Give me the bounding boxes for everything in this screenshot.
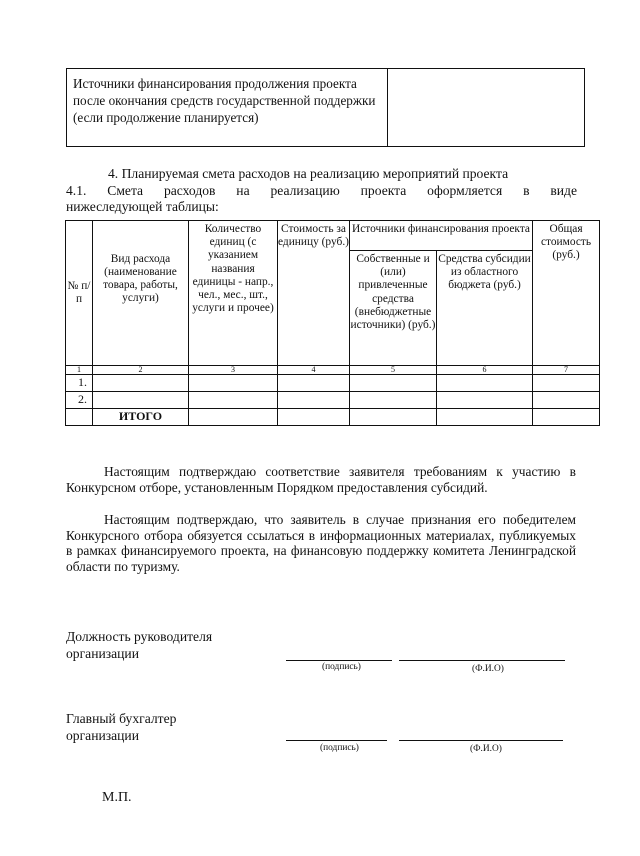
header-own-funds: Собственные и (или) привлеченные средства (внебюджетные источники) (руб.)	[350, 251, 437, 366]
total-cell[interactable]	[437, 409, 533, 426]
head-sign-caption: (подпись)	[322, 662, 361, 672]
accountant-name-caption: (Ф.И.О)	[470, 744, 502, 754]
section-title: 4. Планируемая смета расходов на реализацию мероприятий проекта	[108, 166, 509, 181]
cell-quantity[interactable]	[189, 392, 278, 409]
column-number: 2	[93, 366, 189, 375]
cell-total[interactable]	[533, 392, 600, 409]
budget-table	[65, 220, 600, 426]
column-number: 3	[189, 366, 278, 375]
cell-expense-type[interactable]	[93, 392, 189, 409]
cell-subsidy[interactable]	[437, 375, 533, 392]
cell-total[interactable]	[533, 375, 600, 392]
confirm-text-1: Настоящим подтверждаю соответствие заявителя требованиям к участию в Конкурсном отборе, установленным Порядком предоставления субсидий.	[66, 464, 576, 495]
section-paragraph-line1: 4.1. Смета расходов на реализацию проекта оформляется в виде	[66, 183, 577, 198]
header-quantity: Количество единиц (с указанием названия единицы - напр., чел., мес., шт., услуги и прочее)	[189, 221, 278, 366]
cell-expense-type[interactable]	[93, 375, 189, 392]
section-paragraph-line2: нижеследующей таблицы:	[66, 199, 219, 214]
total-cell[interactable]	[189, 409, 278, 426]
head-name-line[interactable]	[399, 660, 565, 661]
header-total-cost: Общая стоимость (руб.)	[533, 221, 600, 366]
cell-own-funds[interactable]	[350, 375, 437, 392]
accountant-label: Главный бухгалтер организации	[66, 711, 177, 743]
accountant-name-line[interactable]	[399, 740, 563, 741]
column-number: 5	[350, 366, 437, 375]
accountant-signature-line[interactable]	[286, 740, 387, 741]
funding-sources-table	[66, 68, 585, 147]
funding-sources-label: Источники финансирования продолжения проекта после окончания средств государственной поддержки (если продолжение планируется)	[73, 76, 376, 125]
header-expense-type: Вид расхода (наименование товара, работы, услуги)	[93, 221, 189, 366]
column-number: 7	[533, 366, 600, 375]
column-number: 6	[437, 366, 533, 375]
head-signature-line[interactable]	[286, 660, 392, 661]
table-row	[66, 375, 600, 392]
head-position-label: Должность руководителя организации	[66, 629, 213, 661]
header-subsidy: Средства субсидии из областного бюджета (руб.)	[437, 251, 533, 366]
header-unit-cost: Стоимость за единицу (руб.)	[278, 221, 350, 366]
total-num-cell	[66, 409, 93, 426]
cell-own-funds[interactable]	[350, 392, 437, 409]
confirm-paragraph-1	[66, 464, 576, 495]
cell-quantity[interactable]	[189, 375, 278, 392]
total-row	[66, 409, 600, 426]
total-cell[interactable]	[350, 409, 437, 426]
column-number: 4	[278, 366, 350, 375]
total-label: ИТОГО	[93, 409, 189, 426]
column-numbers-row	[66, 366, 600, 375]
column-number: 1	[66, 366, 93, 375]
row-number: 2.	[66, 392, 93, 409]
stamp-place: М.П.	[102, 790, 132, 805]
table-row	[66, 392, 600, 409]
cell-unit-cost[interactable]	[278, 392, 350, 409]
confirm-text-2: Настоящим подтверждаю, что заявитель в случае признания его победителем Конкурсного отбора обязуется ссылаться в информационных материалах, публикуемых в рамках финансируемого проекта, на финансовую поддержку комитета Ленинградской области по туризму.	[66, 512, 576, 575]
row-number: 1.	[66, 375, 93, 392]
table-divider	[387, 69, 388, 146]
header-funding-sources: Источники финансирования проекта	[350, 221, 533, 251]
header-num: № п/п	[66, 221, 93, 366]
cell-unit-cost[interactable]	[278, 375, 350, 392]
total-cell[interactable]	[278, 409, 350, 426]
confirm-paragraph-2	[66, 512, 576, 575]
cell-subsidy[interactable]	[437, 392, 533, 409]
head-name-caption: (Ф.И.О)	[472, 664, 504, 674]
total-cell[interactable]	[533, 409, 600, 426]
accountant-sign-caption: (подпись)	[320, 743, 359, 753]
